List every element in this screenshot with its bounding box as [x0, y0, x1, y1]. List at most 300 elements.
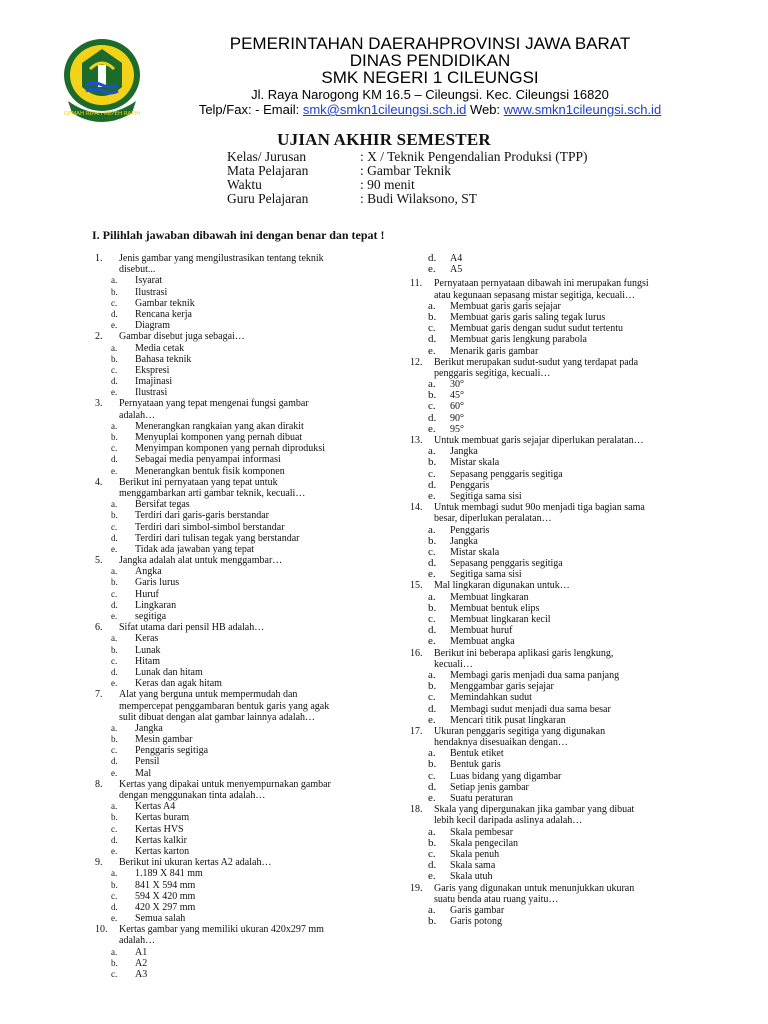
answer-option — [410, 871, 710, 882]
option-text: Terdiri dari garis-garis berstandar — [135, 510, 269, 522]
option-letter: e. — [428, 713, 436, 726]
option-text: Membuat angka — [450, 636, 515, 648]
option-text: Membuat bentuk elips — [450, 602, 540, 614]
option-letter: b. — [428, 680, 437, 693]
option-letter: a. — [111, 275, 118, 286]
option-text: Penggaris segitiga — [135, 745, 209, 757]
question-item — [410, 726, 710, 804]
answer-option — [95, 645, 395, 656]
option-letter: e. — [428, 568, 436, 581]
question-text: Kertas yang dipakai untuk menyempurnakan gambar — [119, 778, 331, 790]
question-text: Garis yang digunakan untuk menunjukkan ukuran — [434, 882, 635, 894]
option-text: Mistar skala — [450, 546, 500, 558]
option-letter: a. — [111, 566, 118, 577]
question-text-line — [410, 726, 710, 737]
answer-option — [410, 547, 710, 558]
question-number: 6. — [95, 622, 103, 634]
answer-option — [95, 947, 395, 958]
option-text: Terdiri dari tulisan tegak yang berstandar — [135, 532, 300, 544]
option-letter: b. — [111, 957, 118, 968]
option-text: Menyuplai komponen yang pernah dibuat — [135, 432, 303, 443]
question-text: Berikut merupakan sudut-sudut yang terdapat pada — [434, 356, 639, 368]
answer-option — [95, 611, 395, 622]
option-letter: a. — [428, 590, 436, 603]
option-letter: e. — [428, 263, 436, 276]
question-item — [410, 883, 710, 928]
answer-option — [95, 835, 395, 846]
option-text: Pensil — [135, 756, 160, 768]
answer-option — [410, 323, 710, 334]
option-letter: d. — [111, 666, 118, 677]
option-letter: d. — [428, 780, 437, 793]
question-text-line — [95, 622, 395, 633]
answer-option — [95, 891, 395, 902]
meta-label-class: Kelas/ Jurusan — [227, 149, 307, 164]
answer-option — [95, 522, 395, 533]
question-item — [410, 648, 710, 726]
question-number: 7. — [95, 689, 103, 701]
option-text: Skala pembesar — [450, 826, 514, 838]
option-letter: c. — [428, 769, 436, 782]
answer-option — [410, 379, 710, 390]
option-text: Sepasang penggaris segitiga — [450, 468, 563, 480]
answer-option — [410, 838, 710, 849]
question-item — [95, 689, 395, 779]
answer-option — [410, 525, 710, 536]
question-text: Ukuran penggaris segitiga yang digunakan — [434, 725, 606, 737]
answer-option — [95, 589, 395, 600]
answer-option — [410, 916, 710, 927]
option-letter: a. — [428, 523, 436, 536]
meta-label-subject: Mata Pelajaran — [227, 163, 309, 178]
question-text-line — [95, 790, 395, 801]
answer-option — [95, 354, 395, 365]
option-letter: e. — [428, 344, 436, 357]
option-text: Garis gambar — [450, 904, 505, 916]
option-text: Kertas HVS — [135, 823, 184, 835]
question-text: Jenis gambar yang mengilustrasikan tentang teknik — [119, 253, 324, 264]
answer-option — [95, 812, 395, 823]
question-text: Mal lingkaran digunakan untuk… — [434, 580, 570, 592]
question-number: 9. — [95, 857, 103, 869]
option-letter: a. — [111, 499, 118, 510]
option-text: Huruf — [135, 588, 159, 600]
option-letter: b. — [111, 879, 118, 890]
option-letter: e. — [111, 320, 118, 331]
option-letter: e. — [111, 845, 118, 856]
questions-right-column — [410, 253, 710, 927]
question-text: lebih kecil daripada aslinya adalah… — [434, 815, 583, 827]
option-text: Media cetak — [135, 342, 185, 354]
option-text: Membuat huruf — [450, 625, 513, 637]
option-text: 90° — [450, 412, 464, 424]
option-text: 45° — [450, 390, 464, 402]
option-text: Skala pengecilan — [450, 837, 519, 849]
question-item — [95, 477, 395, 555]
option-text: Menyimpan komponen yang pernah diproduksi — [135, 443, 325, 455]
question-item — [95, 779, 395, 857]
option-letter: e. — [111, 543, 118, 554]
answer-option — [95, 577, 395, 588]
option-letter: b. — [428, 310, 437, 323]
question-text-line — [95, 488, 395, 499]
answer-option — [95, 969, 395, 980]
option-letter: a. — [428, 747, 436, 760]
option-text: Menggambar garis sejajar — [450, 681, 554, 693]
option-letter: d. — [428, 478, 437, 491]
option-text: Membuat lingkaran — [450, 591, 529, 603]
question-item — [410, 435, 710, 502]
option-text: Mal — [135, 767, 152, 779]
option-letter: a. — [428, 825, 436, 838]
option-text: Isyarat — [135, 275, 163, 287]
answer-option — [410, 413, 710, 424]
question-text-line — [410, 804, 710, 815]
option-letter: c. — [428, 613, 436, 625]
option-text: Luas bidang yang digambar — [450, 770, 562, 782]
option-letter: a. — [111, 342, 118, 353]
question-text-line — [410, 894, 710, 905]
option-text: segitiga — [135, 611, 167, 622]
answer-option — [95, 868, 395, 879]
option-text: Kertas buram — [135, 812, 190, 824]
option-letter: a. — [428, 445, 436, 458]
email-link[interactable]: smk@smkn1cileungsi.sch.id — [302, 102, 467, 117]
option-text: Penggaris — [450, 479, 490, 491]
answer-option — [95, 756, 395, 767]
question-text-line — [410, 883, 710, 894]
option-letter: c. — [428, 847, 436, 860]
option-text: Sebagai media penyampai informasi — [135, 454, 281, 466]
meta-value-subject: : Gambar Teknik — [360, 163, 452, 178]
answer-option — [95, 824, 395, 835]
question-number: 5. — [95, 555, 103, 567]
option-text: Tidak ada jawaban yang tepat — [135, 543, 255, 555]
answer-option — [410, 558, 710, 569]
answer-option — [95, 387, 395, 398]
question-text-line — [410, 513, 710, 524]
question-text-line — [410, 368, 710, 379]
option-text: Kertas kalkir — [135, 834, 187, 846]
option-letter: d. — [428, 624, 437, 637]
answer-option — [410, 715, 710, 726]
answer-option — [410, 446, 710, 457]
option-letter: e. — [111, 611, 118, 621]
option-letter: e. — [111, 767, 118, 778]
option-text: Skala penuh — [450, 848, 500, 860]
school-contact — [150, 102, 710, 117]
option-text: Diagram — [135, 320, 170, 332]
option-letter: e. — [111, 913, 118, 924]
question-text: adalah… — [119, 409, 156, 421]
option-letter: c. — [111, 521, 118, 532]
option-text: Membagi sudut menjadi dua sama besar — [450, 703, 611, 715]
question-text-line — [410, 435, 710, 446]
option-letter: c. — [428, 691, 436, 704]
question-text-line — [95, 857, 395, 868]
option-letter: d. — [428, 252, 437, 264]
option-text: Setiap jenis gambar — [450, 781, 529, 793]
option-text: 841 X 594 mm — [135, 879, 196, 891]
option-text: Terdiri dari simbol-simbol berstandar — [135, 521, 285, 533]
option-letter: d. — [111, 376, 118, 387]
option-letter: b. — [428, 758, 437, 771]
option-letter: e. — [111, 387, 118, 398]
option-letter: b. — [428, 915, 437, 928]
question-text: Berikut ini pernyataan yang tepat untuk — [119, 476, 278, 488]
question-text: kecuali… — [434, 658, 473, 670]
question-text-line — [410, 502, 710, 513]
answer-option — [410, 793, 710, 804]
question-text: mempercepat penggambaran bentuk garis yang agak — [119, 700, 330, 712]
option-text: Skala utuh — [450, 871, 493, 883]
question-item — [410, 357, 710, 435]
option-letter: c. — [111, 655, 118, 666]
answer-option — [95, 667, 395, 678]
option-text: Bentuk garis — [450, 759, 501, 771]
answer-option — [410, 692, 710, 703]
question-text: Berikut ini beberapa aplikasi garis lengkung, — [434, 647, 614, 659]
answer-option — [95, 298, 395, 309]
answer-option — [95, 723, 395, 734]
svg-text:GEMAH RIPAH REPEH RAPIH: GEMAH RIPAH REPEH RAPIH — [63, 111, 141, 117]
answer-option — [95, 801, 395, 812]
option-text: Jangka — [135, 722, 163, 734]
option-letter: d. — [428, 859, 437, 872]
question-number: 12. — [410, 356, 423, 368]
option-letter: e. — [428, 422, 436, 435]
option-letter: c. — [428, 400, 436, 413]
question-item — [95, 924, 395, 980]
answer-option — [410, 782, 710, 793]
answer-option — [95, 365, 395, 376]
option-text: Kertas karton — [135, 845, 190, 857]
option-letter: b. — [428, 456, 437, 469]
answer-option — [95, 902, 395, 913]
option-text: A4 — [450, 253, 463, 264]
answer-option — [410, 301, 710, 312]
answer-option — [410, 334, 710, 345]
option-text: Garis potong — [450, 916, 502, 928]
answer-option — [410, 759, 710, 770]
answer-option — [95, 432, 395, 443]
option-text: Gambar teknik — [135, 297, 195, 309]
question-text: sulit dibuat dengan alat gambar lainnya adalah… — [119, 711, 316, 723]
answer-option — [410, 390, 710, 401]
option-letter: a. — [111, 633, 118, 644]
option-letter: b. — [111, 577, 118, 588]
question-text: Kertas gambar yang memiliki ukuran 420x297 mm — [119, 924, 324, 936]
option-text: Menarik garis gambar — [450, 345, 539, 357]
answer-option — [410, 491, 710, 502]
option-letter: c. — [428, 322, 436, 335]
question-text-line — [410, 290, 710, 301]
option-text: 420 X 297 mm — [135, 901, 196, 913]
option-letter: d. — [111, 834, 118, 845]
option-text: Bersifat tegas — [135, 499, 190, 511]
school-logo — [60, 35, 144, 125]
option-letter: d. — [111, 599, 118, 610]
option-letter: d. — [111, 756, 118, 767]
option-letter: b. — [111, 432, 118, 442]
option-letter: a. — [428, 378, 436, 391]
option-text: Angka — [135, 566, 162, 578]
answer-option — [95, 443, 395, 454]
answer-option — [410, 424, 710, 435]
option-text: Membuat garis garis sejajar — [450, 300, 561, 312]
question-text-line — [95, 253, 395, 264]
question-item — [95, 253, 395, 331]
option-letter: c. — [111, 745, 118, 756]
answer-option — [410, 480, 710, 491]
option-letter: b. — [111, 644, 118, 655]
question-number: 17. — [410, 725, 423, 737]
question-number: 19. — [410, 882, 423, 894]
option-text: Mesin gambar — [135, 734, 193, 746]
question-text: disebut... — [119, 264, 156, 276]
answer-option — [410, 614, 710, 625]
option-text: Sepasang penggaris segitiga — [450, 558, 563, 570]
answer-option — [410, 905, 710, 916]
option-text: Semua salah — [135, 913, 186, 925]
meta-value-time: : 90 menit — [360, 177, 415, 192]
option-text: 30° — [450, 379, 464, 391]
answer-option — [95, 466, 395, 477]
question-text: Berikut ini ukuran kertas A2 adalah… — [119, 857, 272, 869]
answer-option — [95, 958, 395, 969]
instruction: I. Pilihlah jawaban dibawah ini dengan benar dan tepat ! — [92, 228, 385, 242]
option-letter: e. — [428, 489, 436, 502]
option-letter: b. — [111, 353, 118, 364]
answer-option — [410, 636, 710, 647]
option-letter: a. — [111, 420, 118, 431]
option-letter: a. — [428, 903, 436, 916]
option-letter: c. — [111, 297, 118, 308]
question-number: 16. — [410, 647, 423, 659]
question-text-line — [95, 779, 395, 790]
question-text-line — [95, 689, 395, 700]
option-letter: e. — [111, 678, 118, 689]
option-text: Segitiga sama sisi — [450, 490, 522, 502]
question-text-line — [410, 648, 710, 659]
answer-option — [95, 745, 395, 756]
option-text: Menerangkan bentuk fisik komponen — [135, 465, 285, 477]
question-text: Skala yang dipergunakan jika gambar yang dibuat — [434, 804, 635, 816]
question-text-line — [410, 815, 710, 826]
answer-option — [410, 264, 710, 275]
question-text-line — [410, 737, 710, 748]
option-letter: e. — [428, 870, 436, 883]
web-link[interactable]: www.smkn1cileungsi.sch.id — [503, 102, 662, 117]
answer-option — [410, 827, 710, 838]
option-text: Segitiga sama sisi — [450, 569, 522, 581]
answer-option — [410, 312, 710, 323]
question-text-line — [95, 398, 395, 409]
option-text: Ilustrasi — [135, 286, 168, 298]
answer-option — [95, 499, 395, 510]
option-text: Keras — [135, 633, 159, 645]
question-text-line — [95, 410, 395, 421]
question-number: 3. — [95, 398, 103, 410]
question-item — [95, 398, 395, 476]
option-letter: d. — [111, 454, 118, 465]
option-letter: b. — [428, 389, 437, 402]
option-text: Kertas A4 — [135, 801, 176, 813]
option-text: Memindahkan sudut — [450, 692, 532, 704]
option-text: Garis lurus — [135, 577, 180, 589]
option-text: Rencana kerja — [135, 308, 192, 320]
option-letter: c. — [428, 467, 436, 480]
question-text-line — [95, 555, 395, 566]
answer-option — [95, 768, 395, 779]
answer-option — [410, 670, 710, 681]
question-number: 10. — [95, 924, 108, 936]
question-text-line — [410, 357, 710, 368]
option-text: Bentuk etiket — [450, 748, 504, 760]
answer-option — [95, 846, 395, 857]
question-number: 13. — [410, 435, 423, 446]
option-text: Mistar skala — [450, 457, 500, 469]
answer-option — [95, 913, 395, 924]
question-number: 18. — [410, 804, 423, 816]
answer-option — [410, 469, 710, 480]
answer-option — [410, 536, 710, 547]
question-text: atau kegunaan sepasang mistar segitiga, kecuali… — [434, 289, 636, 301]
question-text: Pernyataan pernyataan dibawah ini merupakan fungsi — [434, 278, 649, 290]
answer-option — [95, 678, 395, 689]
option-letter: c. — [428, 545, 436, 558]
question-item — [410, 502, 710, 580]
option-letter: a. — [111, 946, 118, 957]
question-item — [95, 555, 395, 622]
question-text: Alat yang berguna untuk mempermudah dan — [119, 689, 298, 701]
option-letter: c. — [111, 969, 118, 979]
contact-prefix: Telp/Fax: - Email: — [198, 102, 303, 117]
option-letter: c. — [111, 588, 118, 599]
question-text: dengan menggunakan tinta adalah… — [119, 790, 266, 801]
option-text: 594 X 420 mm — [135, 890, 196, 902]
option-text: 95° — [450, 423, 464, 435]
question-text-line — [410, 580, 710, 591]
answer-option — [410, 625, 710, 636]
question-text-line — [95, 935, 395, 946]
question-text: Pernyataan yang tepat mengenai fungsi gambar — [119, 398, 309, 410]
answer-option — [95, 880, 395, 891]
answer-option — [95, 734, 395, 745]
option-text: Ilustrasi — [135, 387, 168, 399]
questions-left-column — [95, 253, 395, 980]
question-text-line — [95, 924, 395, 935]
question-text-line — [95, 712, 395, 723]
option-text: A2 — [135, 957, 148, 969]
option-text: Membuat garis dengan sudut sudut tertentu — [450, 323, 624, 335]
question-text: Untuk membuat garis sejajar diperlukan peralatan… — [434, 435, 644, 446]
option-letter: b. — [111, 812, 118, 823]
option-text: Membagi garis menjadi dua sama panjang — [450, 669, 620, 681]
option-text: Membuat lingkaran kecil — [450, 614, 551, 625]
answer-option — [95, 287, 395, 298]
option-letter: b. — [111, 510, 118, 521]
answer-option — [95, 633, 395, 644]
question-number: 14. — [410, 502, 423, 514]
question-number: 15. — [410, 580, 423, 592]
answer-option — [95, 343, 395, 354]
option-text: Membuat garis lengkung parabola — [450, 334, 587, 346]
option-letter: b. — [111, 286, 118, 297]
answer-option — [410, 849, 710, 860]
option-letter: d. — [111, 901, 118, 912]
answer-option — [95, 600, 395, 611]
